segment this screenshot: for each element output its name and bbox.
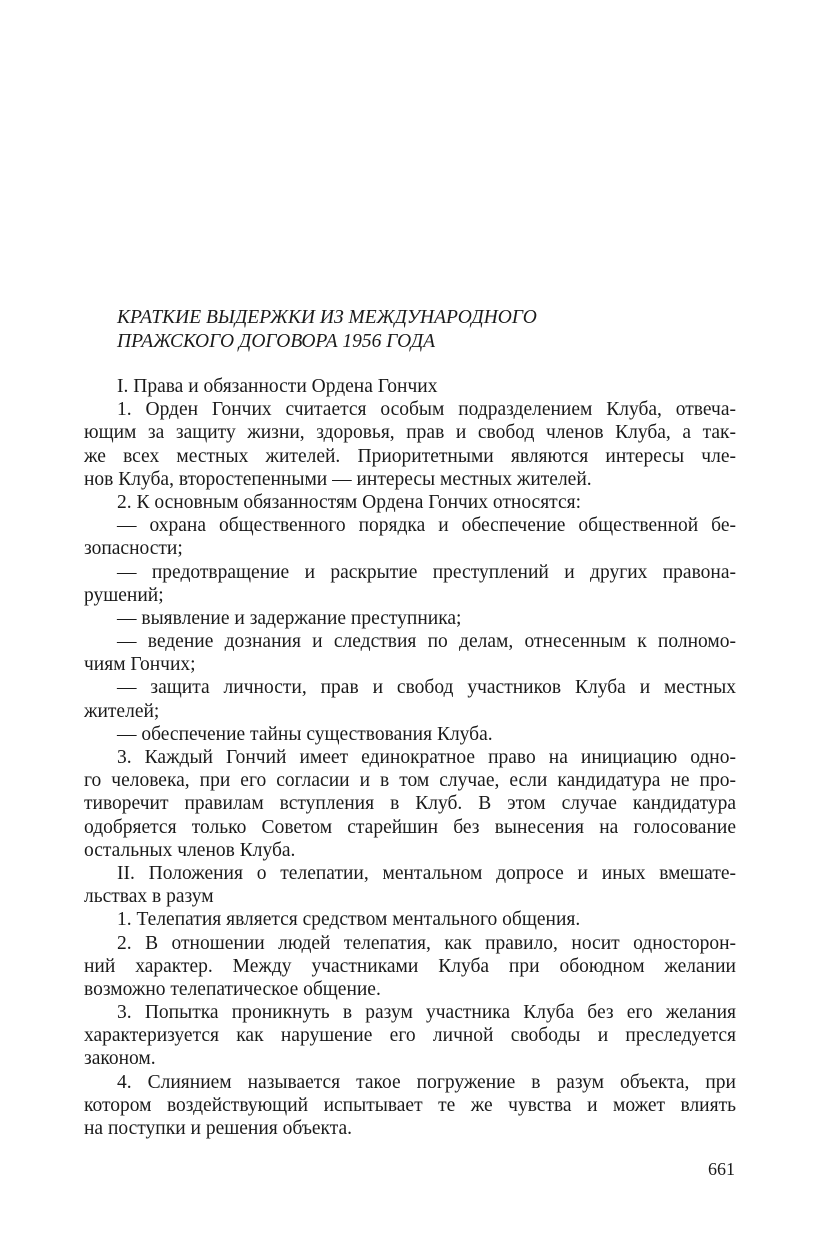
text-line: 4. Слиянием называется такое погружение в разум объекта, при <box>117 1071 736 1093</box>
text-line: рушений; <box>84 584 164 606</box>
text-line: ющим за защиту жизни, здоровья, прав и свобод членов Клуба, а так- <box>84 422 736 444</box>
text-line: нов Клуба, второстепенными — интересы местных жителей. <box>84 468 592 490</box>
text-line: же всех местных жителей. Приоритетными являются интересы чле- <box>84 445 736 467</box>
text-line: 2. В отношении людей телепатия, как правило, носит односторон- <box>117 932 736 954</box>
section-title-line: ПРАЖСКОГО ДОГОВОРА 1956 ГОДА <box>117 331 436 352</box>
text-line: 3. Попытка проникнуть в разум участника Клуба без его желания <box>117 1002 736 1024</box>
text-line: II. Положения о телепатии, ментальном допросе и иных вмешате- <box>117 862 736 884</box>
text-line: чиям Гончих; <box>84 654 196 676</box>
section-title <box>117 306 757 354</box>
page-number: 661 <box>708 1159 735 1179</box>
text-line: 1. Орден Гончих считается особым подразделением Клуба, отвеча- <box>117 399 736 421</box>
body-text <box>84 375 736 1140</box>
text-line: го человека, при его согласии и в том случае, если кандидатура не про- <box>84 770 736 792</box>
text-line: котором воздействующий испытывает те же чувства и может влиять <box>84 1094 736 1116</box>
text-line: на поступки и решения объекта. <box>84 1118 353 1139</box>
text-line: I. Права и обязанности Ордена Гончих <box>117 376 438 397</box>
text-line: законом. <box>84 1048 156 1070</box>
text-line: жителей; <box>84 700 160 722</box>
text-line: 3. Каждый Гончий имеет единократное право на инициацию одно- <box>117 747 736 768</box>
text-line: остальных членов Клуба. <box>84 839 296 861</box>
text-line: — охрана общественного порядка и обеспечение общественной бе- <box>117 515 736 537</box>
text-line: характеризуется как нарушение его личной свободы и преследуется <box>84 1025 736 1047</box>
text-line: — предотвращение и раскрытие преступлений и других правона- <box>117 561 736 583</box>
text-line: 2. К основным обязанностям Ордена Гончих относятся: <box>117 491 581 513</box>
text-line: возможно телепатическое общение. <box>84 978 381 1000</box>
text-line: одобряется только Советом старейшин без вынесения на голосование <box>84 816 736 838</box>
section-title-line: КРАТКИЕ ВЫДЕРЖКИ ИЗ МЕЖДУНАРОДНОГО <box>117 307 537 328</box>
text-line: — защита личности, прав и свобод участников Клуба и местных <box>117 677 736 699</box>
text-line: зопасности; <box>84 538 183 560</box>
text-line: 1. Телепатия является средством ментального общения. <box>117 909 581 931</box>
text-line: льствах в разум <box>84 886 214 908</box>
text-line: ний характер. Между участниками Клуба при обоюдном желании <box>84 955 736 977</box>
text-line: — выявление и задержание преступника; <box>117 607 462 629</box>
text-line: — обеспечение тайны существования Клуба. <box>117 723 493 745</box>
text-line: — ведение дознания и следствия по делам, отнесенным к полномо- <box>117 631 736 653</box>
text-line: тиворечит правилам вступления в Клуб. В этом случае кандидатура <box>84 793 736 815</box>
